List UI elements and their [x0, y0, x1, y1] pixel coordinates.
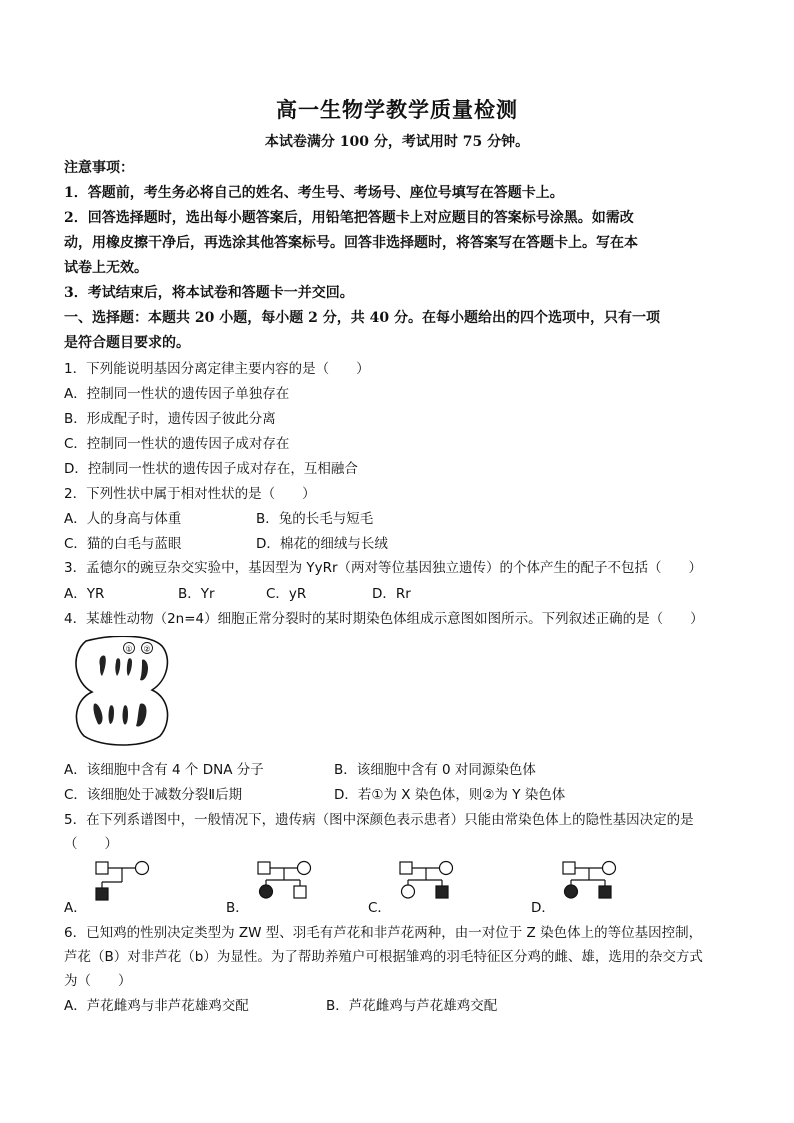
q1-option-b: B．形成配子时，遗传因子彼此分离: [64, 411, 276, 427]
chromosome: [93, 703, 102, 724]
notice-item-3: 3．考试结束后，将本试卷和答题卡一并交回。: [64, 285, 354, 301]
q6-option-b: B．芦花雌鸡与芦花雄鸡交配: [326, 998, 498, 1014]
chromosome: [136, 704, 147, 727]
q5-option-d: D．: [531, 900, 555, 916]
son-square: [294, 886, 306, 898]
q5-option-c: C．: [368, 900, 391, 916]
q1-option-c: C．控制同一性状的遗传因子成对存在: [64, 436, 290, 452]
pedigree-b: [254, 857, 318, 907]
q4-option-b: B．该细胞中含有 0 对同源染色体: [334, 762, 536, 778]
q5-stem-cont: （ ）: [64, 836, 118, 852]
q2-option-d: D．棉花的细绒与长绒: [256, 536, 388, 552]
father-square: [400, 862, 412, 874]
notice-item-2: 2．回答选择题时，选出每小题答案后，用铅笔把答题卡上对应题目的答案标号涂黑。如需改: [64, 210, 634, 226]
q5-option-a: A．: [64, 900, 87, 916]
chromosome: [127, 658, 132, 676]
q3-stem: 3．孟德尔的豌豆杂交实验中，基因型为 YyRr（两对等位基因独立遗传）的个体产生的配子不包括（ ）: [64, 560, 703, 576]
section1-heading: 一、选择题：本题共 20 小题，每小题 2 分，共 40 分。在每小题给出的四个选项中，只有一项: [64, 310, 660, 326]
q4-option-c: C．该细胞处于减数分裂Ⅱ后期: [64, 787, 243, 803]
chromosome: [140, 659, 148, 680]
q6-stem: 6．已知鸡的性别决定类型为 ZW 型、羽毛有芦花和非芦花两种，由一对位于 Z 染色体上的等位基因控制，: [64, 925, 703, 941]
q6-stem-end: 为（ ）: [64, 973, 132, 989]
father-square: [96, 862, 108, 874]
q5-stem: 5．在下列系谱图中，一般情况下，遗传病（图中深颜色表示患者）只能由常染色体上的隐性基因决定的是: [64, 812, 694, 828]
q3-option-c: C．yR: [266, 586, 307, 602]
daughter-circle: [402, 885, 415, 898]
q3-option-b: B．Yr: [178, 586, 215, 602]
chromosome: [109, 705, 115, 724]
mother-circle: [603, 862, 616, 875]
affected-son-square: [436, 886, 448, 898]
mother-circle: [298, 862, 311, 875]
chromosome: [123, 705, 129, 724]
mother-circle: [136, 862, 149, 875]
section1-heading-cont: 是符合题目要求的。: [64, 335, 190, 351]
chromosome: [99, 655, 105, 676]
q2-option-c: C．猫的白毛与蓝眼: [64, 536, 182, 552]
notice-item-1: 1．答题前，考生务必将自己的姓名、考生号、考场号、座位号填写在答题卡上。: [64, 185, 564, 201]
q1-option-a: A．控制同一性状的遗传因子单独存在: [64, 386, 290, 402]
exam-subtitle: 本试卷满分 100 分，考试用时 75 分钟。: [264, 134, 530, 150]
q4-stem: 4．某雄性动物（2n=4）细胞正常分裂时的某时期染色体组成示意图如图所示。下列叙述正确的是（ ）: [64, 611, 704, 627]
affected-son-square: [96, 888, 108, 900]
q2-option-a: A．人的身高与体重: [64, 511, 182, 527]
notice-item-2-end: 试卷上无效。: [64, 260, 148, 276]
mother-circle: [440, 862, 453, 875]
q5-option-b: B．: [226, 900, 249, 916]
pedigree-d: [559, 857, 623, 907]
father-square: [258, 862, 270, 874]
q3-option-d: D．Rr: [372, 586, 411, 602]
q6-option-a: A．芦花雌鸡与非芦花雄鸡交配: [64, 998, 249, 1014]
father-square: [563, 862, 575, 874]
affected-daughter-circle: [565, 885, 578, 898]
exam-title: 高一生物学教学质量检测: [276, 97, 518, 122]
pedigree-c: [396, 857, 460, 907]
affected-daughter-circle: [260, 885, 273, 898]
q1-option-d: D．控制同一性状的遗传因子成对存在，互相融合: [64, 461, 358, 477]
upper-chromosomes: [99, 655, 148, 680]
q4-option-a: A．该细胞中含有 4 个 DNA 分子: [64, 762, 264, 778]
q2-stem: 2．下列性状中属于相对性状的是（ ）: [64, 486, 316, 502]
label-1: ①: [125, 644, 133, 654]
affected-son-square: [599, 886, 611, 898]
q1-stem: 1．下列能说明基因分离定律主要内容的是（ ）: [64, 361, 370, 377]
chromosome: [115, 658, 120, 676]
cell-division-figure: [72, 636, 172, 748]
q6-stem-cont: 芦花（B）对非芦花（b）为显性。为了帮助养殖户可根据雏鸡的羽毛特征区分鸡的雌、雄，选用的杂交方式: [64, 949, 703, 965]
q4-option-d: D．若①为 X 染色体，则②为 Y 染色体: [334, 787, 566, 803]
q2-option-b: B．兔的长毛与短毛: [256, 511, 374, 527]
q3-option-a: A．YR: [64, 586, 105, 602]
notice-heading: 注意事项：: [64, 160, 134, 176]
lower-chromosomes: [93, 703, 146, 726]
label-2: ②: [143, 644, 151, 654]
cell-membrane: [76, 636, 168, 745]
pedigree-a: [92, 857, 156, 907]
notice-item-2-cont: 动，用橡皮擦干净后，再选涂其他答案标号。回答非选择题时，将答案写在答题卡上。写在本: [64, 235, 638, 251]
